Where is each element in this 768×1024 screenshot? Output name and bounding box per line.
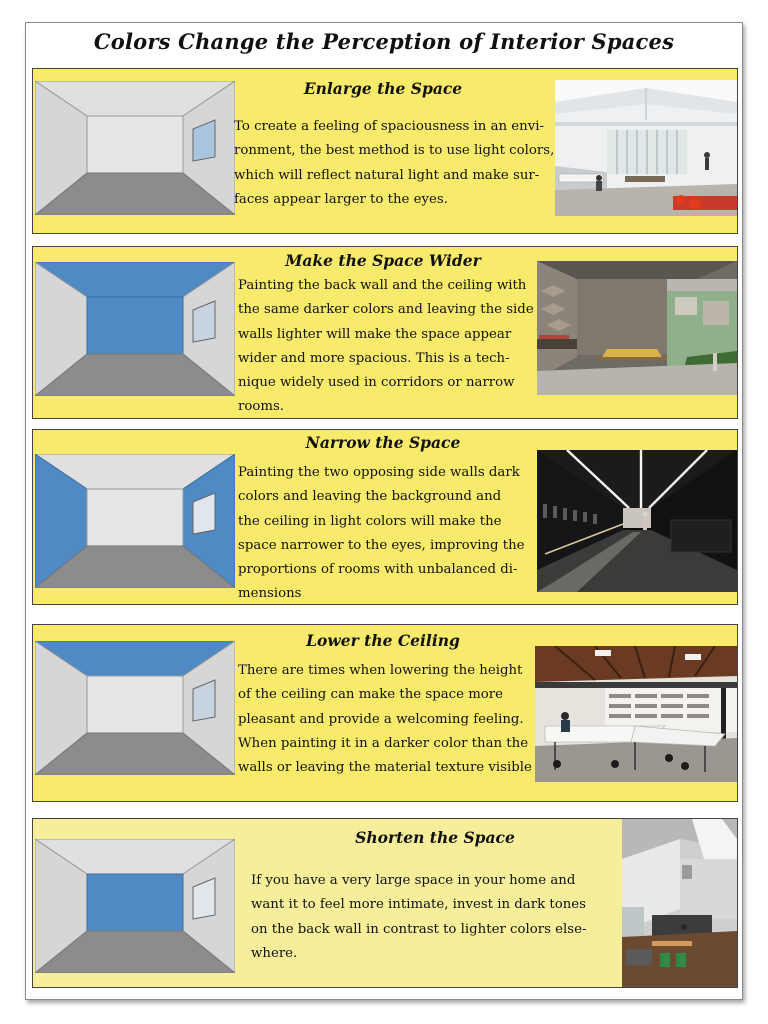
text-line: Painting the back wall and the ceiling with [238, 278, 527, 293]
room-all-light-icon [35, 81, 235, 215]
text-line: where. [251, 945, 298, 961]
text-line: walls lighter will make the space appear [238, 326, 512, 342]
section-narrow-the-space [32, 429, 738, 605]
room-dark-ceiling-icon [35, 641, 235, 775]
section-title: Narrow the Space [305, 433, 461, 452]
text-line: of the ceiling can make the space more [238, 687, 504, 703]
text-line: To create a feeling of spaciousness in an envi- [234, 119, 544, 134]
skylight-interior-photo [622, 819, 737, 987]
text-line: wider and more spacious. This is a tech- [238, 350, 510, 366]
text-line: If you have a very large space in your home and [251, 873, 576, 888]
infographic-page [25, 22, 743, 1000]
text-line: the same darker colors and leaving the side [238, 302, 534, 318]
text-line: When painting it in a darker color than the [238, 735, 529, 751]
text-line: pleasant and provide a welcoming feeling. [238, 711, 524, 727]
timber-ceiling-library-photo [535, 646, 737, 782]
room-dark-side-walls-icon [35, 454, 235, 588]
text-line: which will reflect natural light and make sur- [234, 167, 540, 183]
section-text [234, 115, 554, 212]
text-line: proportions of rooms with unbalanced di- [238, 562, 518, 578]
text-line: ronment, the best method is to use light colors, [234, 143, 555, 159]
room-dark-back-and-ceiling-icon [35, 262, 235, 396]
text-line: the ceiling in light colors will make the [238, 513, 502, 529]
text-line: on the back wall in contrast to lighter colors else- [251, 921, 587, 937]
section-text [251, 869, 586, 966]
section-text [238, 461, 525, 607]
section-title: Shorten the Space [355, 828, 515, 847]
dark-corridor-photo [537, 450, 737, 592]
section-text [238, 659, 532, 780]
section-title: Lower the Ceiling [306, 631, 460, 650]
page-title: Colors Change the Perception of Interior Spaces [93, 29, 675, 54]
section-lower-the-ceiling [32, 624, 738, 802]
text-line: rooms. [238, 399, 285, 415]
text-line: There are times when lowering the height [238, 663, 523, 678]
section-title: Make the Space Wider [285, 251, 481, 270]
section-text [238, 274, 534, 420]
section-shorten-the-space [32, 818, 738, 988]
wide-living-room-photo [537, 261, 737, 395]
section-enlarge-the-space [32, 68, 738, 234]
text-line: mensions [238, 586, 302, 602]
text-line: nique widely used in corridors or narrow [238, 375, 515, 391]
bright-kitchen-photo [555, 80, 737, 216]
text-line: faces appear larger to the eyes. [234, 191, 448, 207]
text-line: colors and leaving the background and [238, 489, 502, 505]
section-title: Enlarge the Space [303, 79, 463, 98]
section-make-the-space-wider [32, 246, 738, 419]
text-line: walls or leaving the material texture visible [238, 760, 532, 776]
room-dark-back-wall-icon [35, 839, 235, 973]
text-line: space narrower to the eyes, improving the [238, 537, 525, 553]
text-line: Painting the two opposing side walls dark [238, 465, 520, 480]
text-line: want it to feel more intimate, invest in dark tones [251, 897, 586, 913]
